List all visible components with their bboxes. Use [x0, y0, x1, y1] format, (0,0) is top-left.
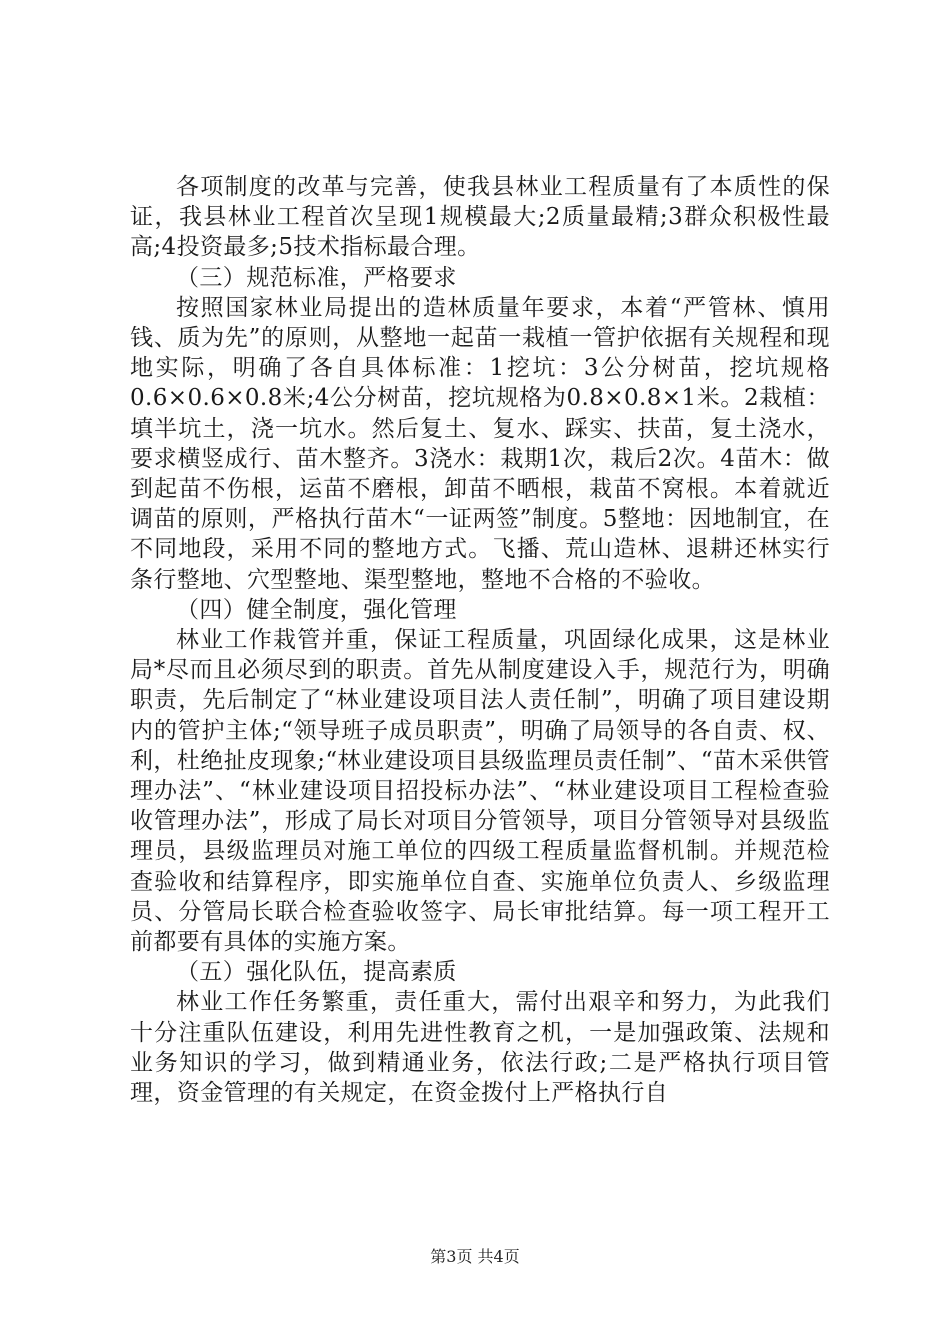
page-footer [0, 1244, 950, 1267]
paragraph-team-building: 林业工作任务繁重，责任重大，需付出艰辛和努力，为此我们十分注重队伍建设，利用先进性教育之机，一是加强政策、法规和业务知识的学习，做到精通业务，依法行政;二是严格执行项目管理，资金管理的有关规定，在资金拨付上严格执行自 [130, 989, 830, 1107]
document-body [130, 172, 830, 1108]
section-heading-5: （五）强化队伍，提高素质 [176, 959, 457, 986]
paragraph-standards: 按照国家林业局提出的造林质量年要求，本着“严管林、慎用钱、质为先”的原则，从整地一起苗一栽植一管护依据有关规程和现地实际，明确了各自具体标准：1挖坑：3公分树苗，挖坑规格0.6×0.6×0.8米;4公分树苗，挖坑规格为0.8×0.8×1米。2栽植：填半坑土，浇一坑水。然后复土、复水、踩实、扶苗，复土浇水，要求横竖成行、苗木整齐。3浇水：栽期1次，栽后2次。4苗木：做到起苗不伤根，运苗不磨根，卸苗不晒根，栽苗不窝根。本着就近调苗的原则，严格执行苗木“一证两签”制度。5整地：因地制宜，在不同地段，采用不同的整地方式。飞播、荒山造林、退耕还林实行条行整地、穴型整地、渠型整地，整地不合格的不验收。 [130, 294, 830, 593]
section-heading-3: （三）规范标准，严格要求 [176, 264, 457, 291]
paragraph-management: 林业工作栽管并重，保证工程质量，巩固绿化成果，这是林业局*尽而且必须尽到的职责。首先从制度建设入手，规范行为，明确职责，先后制定了“林业建设项目法人责任制”，明确了项目建设期内的管护主体;“领导班子成员职责”，明确了局领导的各自责、权、利，杜绝扯皮现象;“林业建设项目县级监理员责任制”、“苗木采供管理办法”、“林业建设项目招投标办法”、“林业建设项目工程检查验收管理办法”，形成了局长对项目分管领导，项目分管领导对县级监理员，县级监理员对施工单位的四级工程质量监督机制。并规范检查验收和结算程序，即实施单位自查、实施单位负责人、乡级监理员、分管局长联合检查验收签字、局长审批结算。每一项工程开工前都要有具体的实施方案。 [130, 627, 830, 956]
section-heading-4: （四）健全制度，强化管理 [176, 596, 457, 623]
page-number-label: 第3页 共4页 [430, 1247, 520, 1266]
paragraph-reform-results: 各项制度的改革与完善，使我县林业工程质量有了本质性的保证，我县林业工程首次呈现1规模最大;2质量最精;3群众积极性最高;4投资最多;5技术指标最合理。 [130, 174, 830, 261]
